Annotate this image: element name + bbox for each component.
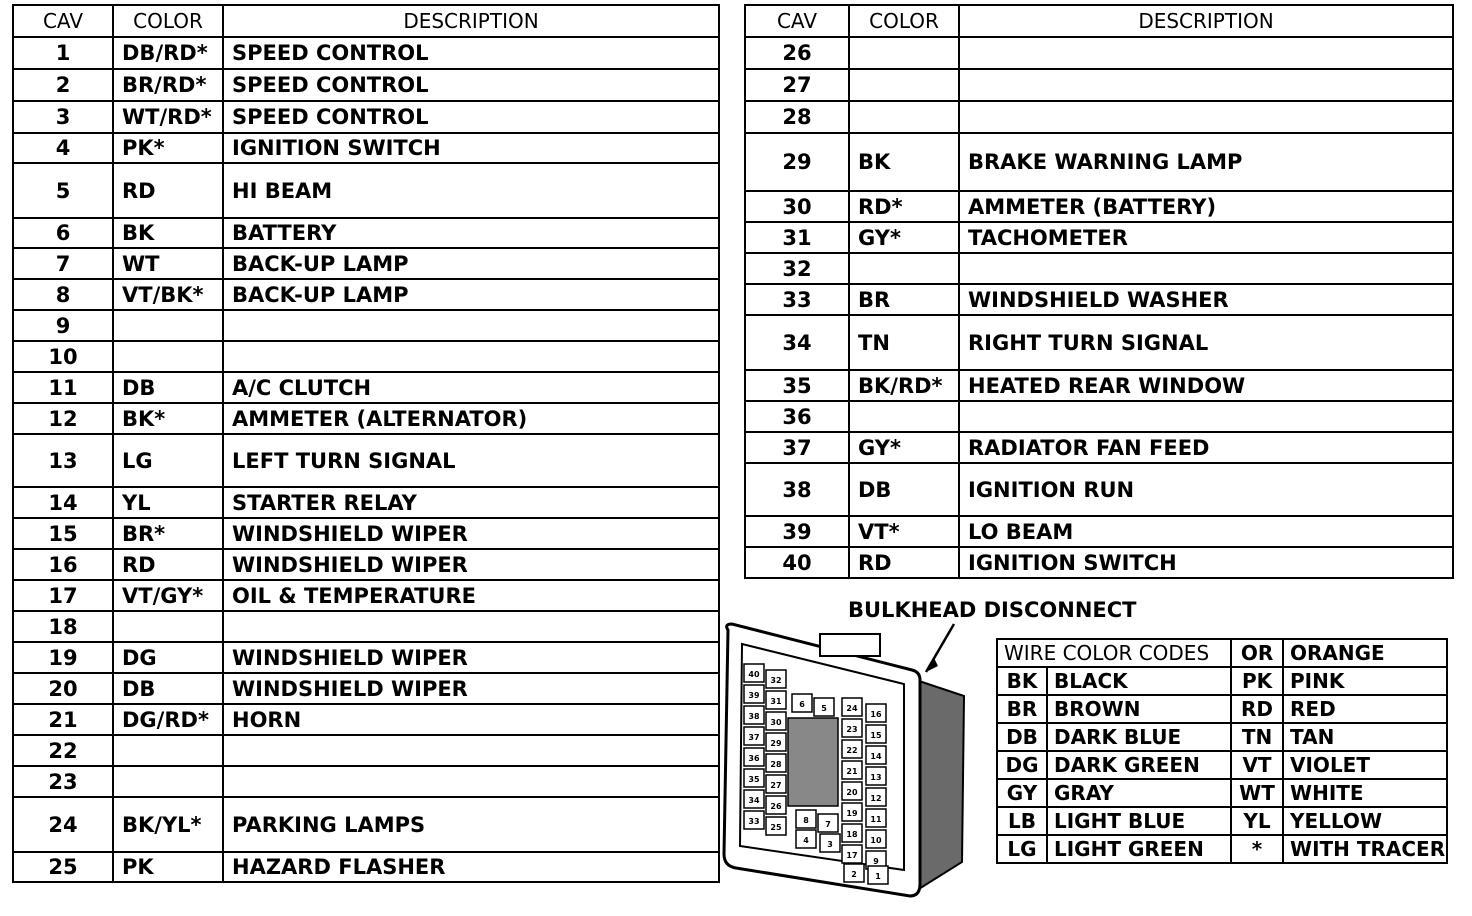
- color-cell: DB/RD*: [113, 37, 223, 69]
- table-row: [745, 284, 1453, 315]
- cav-cell: 2: [13, 69, 113, 101]
- connector-pin: [744, 769, 764, 787]
- description-cell: BACK-UP LAMP: [223, 248, 719, 279]
- connector-pin: [866, 746, 886, 764]
- description-cell: [959, 69, 1453, 101]
- left-cavity-table: [12, 4, 720, 883]
- table-row: [13, 69, 719, 101]
- color-cell: DB: [113, 372, 223, 403]
- color-cell: WT/RD*: [113, 101, 223, 133]
- color-cell: RD*: [849, 191, 959, 222]
- code-name: BLACK: [1047, 667, 1231, 695]
- code-name: WHITE: [1283, 779, 1447, 807]
- description-cell: WINDSHIELD WASHER: [959, 284, 1453, 315]
- description-cell: [959, 101, 1453, 133]
- code-abbrev: GY: [997, 779, 1047, 807]
- color-header: COLOR: [849, 5, 959, 37]
- code-name: DARK BLUE: [1047, 723, 1231, 751]
- table-row: [13, 852, 719, 882]
- cav-cell: 10: [13, 341, 113, 372]
- connector-pin-label: 36: [748, 754, 760, 763]
- connector-pin-label: 28: [770, 760, 782, 769]
- connector-pin: [744, 685, 764, 703]
- code-abbrev: PK: [1231, 667, 1283, 695]
- description-cell: RADIATOR FAN FEED: [959, 432, 1453, 463]
- color-cell: [849, 401, 959, 432]
- table-row: [745, 69, 1453, 101]
- color-cell: [113, 611, 223, 642]
- description-cell: HI BEAM: [223, 163, 719, 218]
- table-row: [997, 695, 1447, 723]
- table-row: [13, 310, 719, 341]
- cav-cell: 40: [745, 547, 849, 578]
- connector-pin: [842, 782, 862, 800]
- connector-pin: [866, 809, 886, 827]
- description-cell: SPEED CONTROL: [223, 101, 719, 133]
- description-cell: [223, 341, 719, 372]
- connector-pin-label: 7: [825, 820, 831, 829]
- connector-pin-label: 16: [870, 710, 882, 719]
- connector-pin-label: 38: [748, 712, 760, 721]
- color-cell: GY*: [849, 222, 959, 253]
- table-row: [745, 191, 1453, 222]
- description-cell: [959, 37, 1453, 69]
- code-abbrev: *: [1231, 835, 1283, 863]
- description-cell: RIGHT TURN SIGNAL: [959, 315, 1453, 370]
- table-row: [745, 315, 1453, 370]
- cav-cell: 27: [745, 69, 849, 101]
- cav-cell: 22: [13, 735, 113, 766]
- color-header: COLOR: [113, 5, 223, 37]
- cav-cell: 13: [13, 434, 113, 487]
- description-cell: BRAKE WARNING LAMP: [959, 133, 1453, 191]
- connector-center-hub: [788, 718, 838, 806]
- cav-cell: 3: [13, 101, 113, 133]
- connector-pin-label: 9: [873, 857, 879, 866]
- color-cell: VT*: [849, 516, 959, 547]
- table-row: [13, 403, 719, 434]
- connector-pin-label: 10: [870, 836, 882, 845]
- cav-cell: 15: [13, 518, 113, 549]
- connector-pin: [766, 691, 786, 709]
- color-cell: [113, 341, 223, 372]
- cav-cell: 34: [745, 315, 849, 370]
- connector-pin-label: 40: [748, 670, 760, 679]
- code-name: YELLOW: [1283, 807, 1447, 835]
- table-row: [13, 580, 719, 611]
- description-cell: WINDSHIELD WIPER: [223, 642, 719, 673]
- connector-pin-label: 11: [870, 815, 882, 824]
- cav-cell: 8: [13, 279, 113, 310]
- table-row: [13, 673, 719, 704]
- description-cell: BACK-UP LAMP: [223, 279, 719, 310]
- description-header: DESCRIPTION: [223, 5, 719, 37]
- color-cell: [113, 310, 223, 341]
- table-row: [13, 487, 719, 518]
- description-cell: [223, 310, 719, 341]
- description-cell: WINDSHIELD WIPER: [223, 549, 719, 580]
- code-name: PINK: [1283, 667, 1447, 695]
- connector-pin: [744, 790, 764, 808]
- code-abbrev: OR: [1231, 639, 1283, 667]
- cav-header: CAV: [745, 5, 849, 37]
- connector-pin: [814, 698, 834, 716]
- table-row: [13, 735, 719, 766]
- table-row: [997, 835, 1447, 863]
- connector-pin: [766, 754, 786, 772]
- connector-pin-label: 21: [846, 767, 858, 776]
- table-row: [13, 518, 719, 549]
- color-cell: WT: [113, 248, 223, 279]
- cav-cell: 26: [745, 37, 849, 69]
- code-abbrev: BK: [997, 667, 1047, 695]
- code-abbrev: WT: [1231, 779, 1283, 807]
- description-header: DESCRIPTION: [959, 5, 1453, 37]
- connector-pin: [866, 788, 886, 806]
- table-row: [997, 779, 1447, 807]
- description-cell: LO BEAM: [959, 516, 1453, 547]
- connector-pin-label: 22: [846, 746, 858, 755]
- description-cell: IGNITION SWITCH: [223, 133, 719, 163]
- connector-pin: [796, 830, 816, 848]
- description-cell: [223, 611, 719, 642]
- table-row: [745, 463, 1453, 516]
- code-name: RED: [1283, 695, 1447, 723]
- code-abbrev: TN: [1231, 723, 1283, 751]
- description-cell: SPEED CONTROL: [223, 37, 719, 69]
- color-cell: BK*: [113, 403, 223, 434]
- table-row: [13, 549, 719, 580]
- connector-pin-label: 37: [748, 733, 760, 742]
- connector-pin: [866, 767, 886, 785]
- code-name: LIGHT BLUE: [1047, 807, 1231, 835]
- connector-pin: [766, 712, 786, 730]
- connector-pin-label: 13: [870, 773, 882, 782]
- color-cell: [849, 253, 959, 284]
- connector-pin-label: 35: [748, 775, 760, 784]
- connector-pin: [766, 733, 786, 751]
- cav-cell: 21: [13, 704, 113, 735]
- code-name: TAN: [1283, 723, 1447, 751]
- connector-pin-label: 5: [821, 704, 827, 713]
- cav-cell: 23: [13, 766, 113, 797]
- connector-pin: [842, 803, 862, 821]
- color-cell: BK/YL*: [113, 797, 223, 852]
- connector-pin-label: 33: [748, 817, 760, 826]
- table-row: [745, 222, 1453, 253]
- table-row: [745, 370, 1453, 401]
- color-cell: YL: [113, 487, 223, 518]
- connector-pin-label: 2: [851, 870, 857, 879]
- color-cell: RD: [849, 547, 959, 578]
- cav-cell: 31: [745, 222, 849, 253]
- connector-pin: [842, 845, 862, 863]
- connector-pin-label: 30: [770, 718, 782, 727]
- cav-cell: 36: [745, 401, 849, 432]
- description-cell: HAZARD FLASHER: [223, 852, 719, 882]
- table-row: [13, 341, 719, 372]
- description-cell: OIL & TEMPERATURE: [223, 580, 719, 611]
- table-row: [997, 723, 1447, 751]
- color-cell: BK/RD*: [849, 370, 959, 401]
- description-cell: [959, 253, 1453, 284]
- code-abbrev: DG: [997, 751, 1047, 779]
- color-cell: TN: [849, 315, 959, 370]
- cav-cell: 20: [13, 673, 113, 704]
- cav-cell: 1: [13, 37, 113, 69]
- table-row: [13, 766, 719, 797]
- code-name: LIGHT GREEN: [1047, 835, 1231, 863]
- table-row: [13, 248, 719, 279]
- color-cell: PK*: [113, 133, 223, 163]
- code-abbrev: VT: [1231, 751, 1283, 779]
- table-row: [13, 797, 719, 852]
- description-cell: HORN: [223, 704, 719, 735]
- table-row: [745, 516, 1453, 547]
- cav-cell: 4: [13, 133, 113, 163]
- cav-cell: 18: [13, 611, 113, 642]
- cav-cell: 11: [13, 372, 113, 403]
- connector-latch: [820, 634, 880, 656]
- connector-pin: [796, 810, 816, 828]
- table-row: [997, 807, 1447, 835]
- connector-pin: [842, 719, 862, 737]
- table-row: [745, 401, 1453, 432]
- code-abbrev: LG: [997, 835, 1047, 863]
- color-cell: DG: [113, 642, 223, 673]
- description-cell: HEATED REAR WINDOW: [959, 370, 1453, 401]
- connector-pin-label: 12: [870, 794, 882, 803]
- color-cell: DB: [113, 673, 223, 704]
- connector-pin-label: 39: [748, 691, 760, 700]
- connector-pin: [842, 698, 862, 716]
- code-abbrev: RD: [1231, 695, 1283, 723]
- connector-pin: [842, 824, 862, 842]
- connector-pin-label: 27: [770, 781, 782, 790]
- cav-cell: 17: [13, 580, 113, 611]
- connector-pin: [766, 796, 786, 814]
- color-cell: RD: [113, 163, 223, 218]
- table-row: [997, 751, 1447, 779]
- description-cell: [959, 401, 1453, 432]
- connector-pin: [766, 775, 786, 793]
- connector-pin: [866, 830, 886, 848]
- color-cell: BR/RD*: [113, 69, 223, 101]
- wire-color-codes-table: [996, 638, 1448, 864]
- color-cell: LG: [113, 434, 223, 487]
- connector-pin-label: 32: [770, 676, 782, 685]
- connector-pin-label: 29: [770, 739, 782, 748]
- connector-pin: [766, 817, 786, 835]
- cav-cell: 32: [745, 253, 849, 284]
- color-cell: [849, 37, 959, 69]
- code-name: BROWN: [1047, 695, 1231, 723]
- connector-pin: [744, 727, 764, 745]
- cav-cell: 9: [13, 310, 113, 341]
- connector-pin: [866, 704, 886, 722]
- cav-cell: 39: [745, 516, 849, 547]
- description-cell: LEFT TURN SIGNAL: [223, 434, 719, 487]
- table-row: [13, 101, 719, 133]
- connector-pin-label: 34: [748, 796, 760, 805]
- description-cell: SPEED CONTROL: [223, 69, 719, 101]
- cav-cell: 33: [745, 284, 849, 315]
- code-abbrev: YL: [1231, 807, 1283, 835]
- connector-pin-label: 6: [799, 700, 805, 709]
- bulkhead-connector-drawing: [716, 600, 976, 910]
- cav-cell: 25: [13, 852, 113, 882]
- connector-pin: [868, 866, 888, 884]
- connector-pin-label: 24: [846, 704, 858, 713]
- description-cell: WINDSHIELD WIPER: [223, 518, 719, 549]
- description-cell: AMMETER (ALTERNATOR): [223, 403, 719, 434]
- table-row: [13, 611, 719, 642]
- connector-pin-label: 25: [770, 823, 782, 832]
- table-row: [13, 279, 719, 310]
- description-cell: AMMETER (BATTERY): [959, 191, 1453, 222]
- table-row: [997, 667, 1447, 695]
- color-cell: VT/BK*: [113, 279, 223, 310]
- table-row: [13, 372, 719, 403]
- connector-pin: [744, 748, 764, 766]
- color-cell: DB: [849, 463, 959, 516]
- color-cell: [849, 69, 959, 101]
- cav-cell: 14: [13, 487, 113, 518]
- color-cell: BK: [113, 218, 223, 248]
- table-row: [745, 547, 1453, 578]
- color-cell: BR*: [113, 518, 223, 549]
- description-cell: STARTER RELAY: [223, 487, 719, 518]
- cav-cell: 16: [13, 549, 113, 580]
- description-cell: IGNITION RUN: [959, 463, 1453, 516]
- table-row: [745, 432, 1453, 463]
- cav-cell: 12: [13, 403, 113, 434]
- table-row: [13, 218, 719, 248]
- cav-cell: 29: [745, 133, 849, 191]
- connector-pin: [744, 811, 764, 829]
- code-abbrev: LB: [997, 807, 1047, 835]
- connector-pin: [866, 725, 886, 743]
- connector-pin: [744, 706, 764, 724]
- description-cell: PARKING LAMPS: [223, 797, 719, 852]
- connector-pin: [766, 670, 786, 688]
- color-cell: PK: [113, 852, 223, 882]
- connector-caption: BULKHEAD DISCONNECT: [848, 598, 1137, 622]
- code-name: ORANGE: [1283, 639, 1447, 667]
- color-cell: [849, 101, 959, 133]
- description-cell: [223, 735, 719, 766]
- cav-header: CAV: [13, 5, 113, 37]
- connector-pin: [744, 664, 764, 682]
- connector-pin-label: 18: [846, 830, 858, 839]
- description-cell: A/C CLUTCH: [223, 372, 719, 403]
- table-row: [13, 133, 719, 163]
- connector-pin: [820, 834, 840, 852]
- color-cell: BK: [849, 133, 959, 191]
- cav-cell: 19: [13, 642, 113, 673]
- connector-pin-label: 26: [770, 802, 782, 811]
- connector-pin: [818, 814, 838, 832]
- cav-cell: 35: [745, 370, 849, 401]
- table-row: [13, 642, 719, 673]
- table-row: [745, 133, 1453, 191]
- color-cell: VT/GY*: [113, 580, 223, 611]
- table-row: [13, 704, 719, 735]
- right-cavity-table: [744, 4, 1454, 579]
- code-name: DARK GREEN: [1047, 751, 1231, 779]
- connector-pin-label: 8: [803, 816, 809, 825]
- connector-pin-label: 15: [870, 731, 882, 740]
- cav-cell: 5: [13, 163, 113, 218]
- connector-pin: [844, 864, 864, 882]
- description-cell: IGNITION SWITCH: [959, 547, 1453, 578]
- code-name: VIOLET: [1283, 751, 1447, 779]
- connector-pin-label: 20: [846, 788, 858, 797]
- cav-cell: 37: [745, 432, 849, 463]
- connector-pin-label: 1: [875, 872, 881, 881]
- cav-cell: 30: [745, 191, 849, 222]
- description-cell: [223, 766, 719, 797]
- connector-pin: [842, 740, 862, 758]
- connector-pin-label: 31: [770, 697, 782, 706]
- connector-pin-label: 19: [846, 809, 858, 818]
- table-row: [13, 434, 719, 487]
- color-cell: GY*: [849, 432, 959, 463]
- cav-cell: 6: [13, 218, 113, 248]
- table-row: [745, 253, 1453, 284]
- table-row: [13, 37, 719, 69]
- connector-pin: [792, 694, 812, 712]
- connector-pin-label: 3: [827, 840, 833, 849]
- connector-pin: [842, 761, 862, 779]
- cav-cell: 7: [13, 248, 113, 279]
- color-codes-title: WIRE COLOR CODES: [997, 639, 1231, 667]
- connector-pin-label: 14: [870, 752, 882, 761]
- cav-cell: 24: [13, 797, 113, 852]
- code-name: WITH TRACER: [1283, 835, 1447, 863]
- connector-pin-label: 4: [803, 836, 809, 845]
- color-cell: [113, 735, 223, 766]
- table-row: [745, 101, 1453, 133]
- table-row: [745, 37, 1453, 69]
- cav-cell: 28: [745, 101, 849, 133]
- color-cell: BR: [849, 284, 959, 315]
- table-row: [13, 163, 719, 218]
- description-cell: TACHOMETER: [959, 222, 1453, 253]
- code-abbrev: DB: [997, 723, 1047, 751]
- code-name: GRAY: [1047, 779, 1231, 807]
- connector-pin-label: 23: [846, 725, 858, 734]
- color-cell: [113, 766, 223, 797]
- cav-cell: 38: [745, 463, 849, 516]
- color-cell: DG/RD*: [113, 704, 223, 735]
- connector-pin-label: 17: [846, 851, 858, 860]
- description-cell: WINDSHIELD WIPER: [223, 673, 719, 704]
- description-cell: BATTERY: [223, 218, 719, 248]
- color-cell: RD: [113, 549, 223, 580]
- code-abbrev: BR: [997, 695, 1047, 723]
